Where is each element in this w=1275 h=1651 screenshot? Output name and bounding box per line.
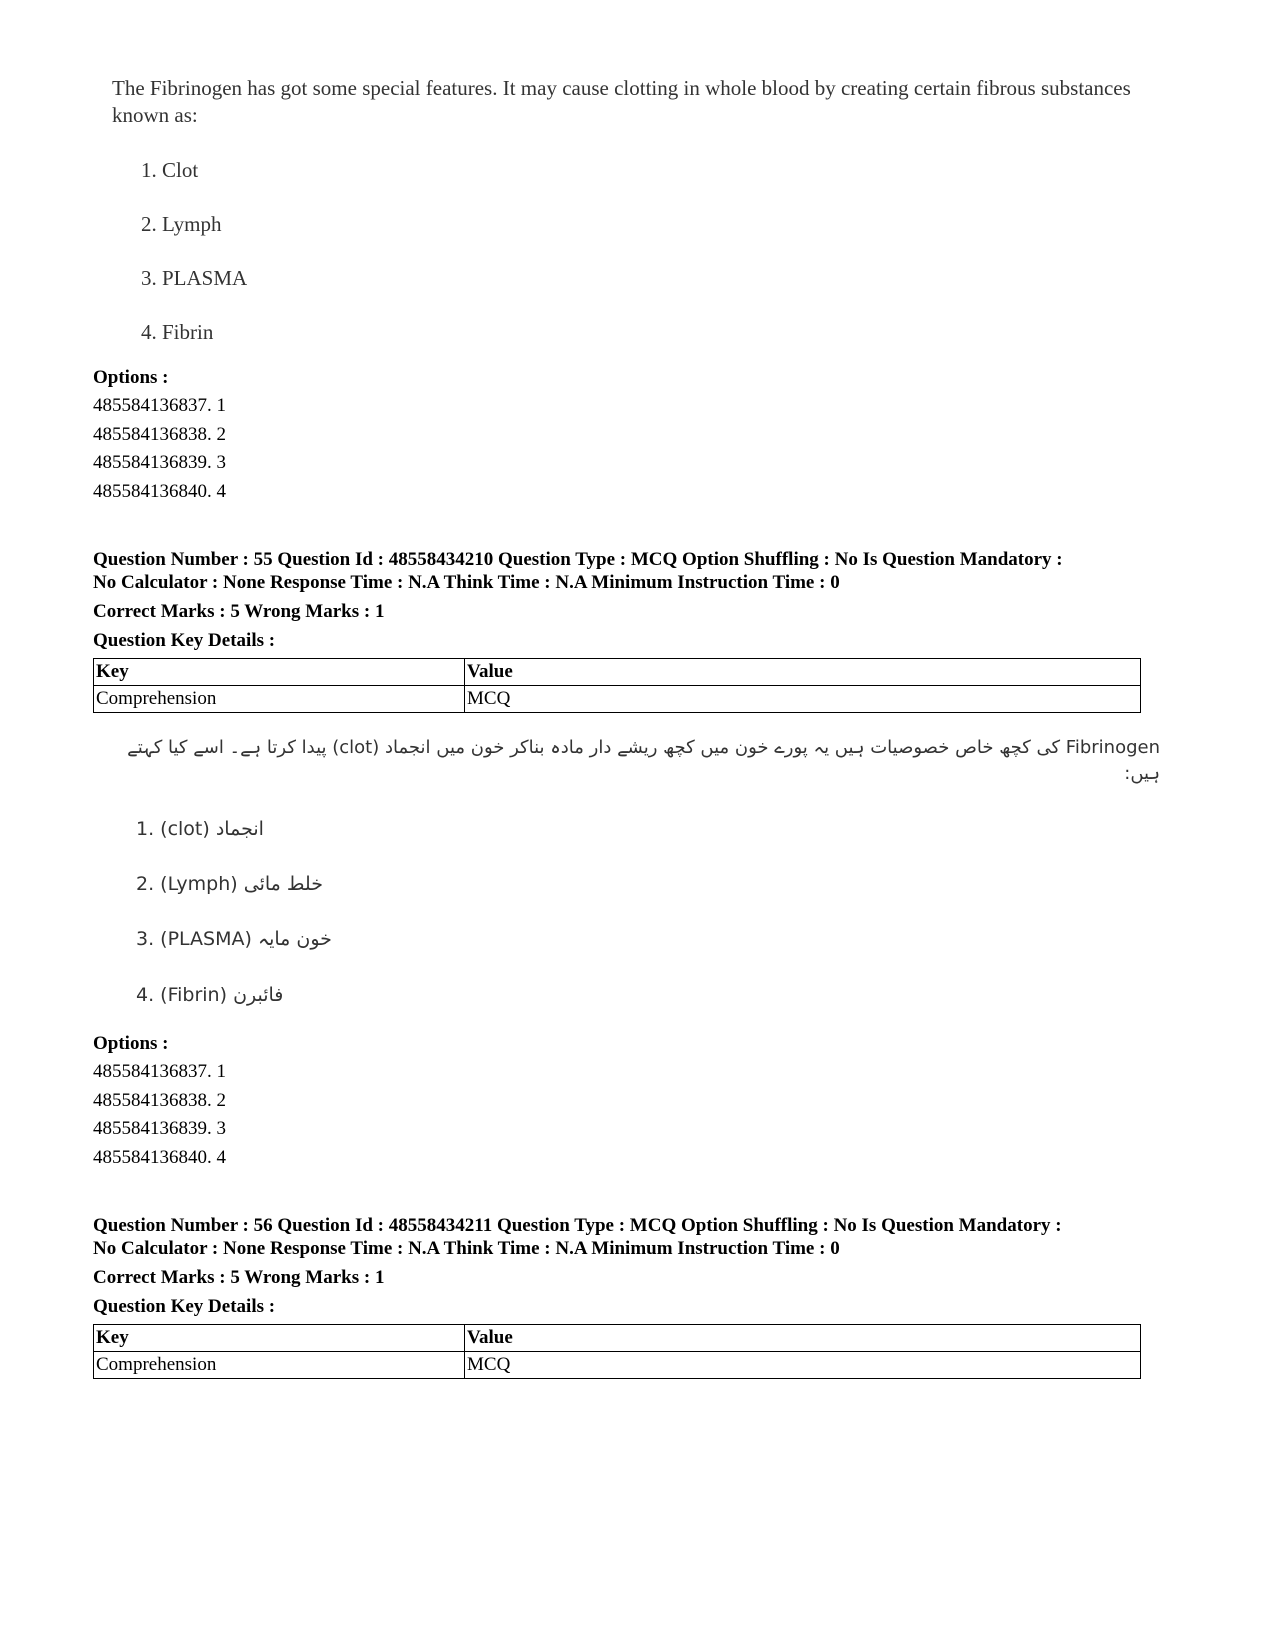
table-cell-value: MCQ: [465, 686, 1141, 713]
question-marks: Correct Marks : 5 Wrong Marks : 1: [93, 601, 385, 622]
table-header-value: Value: [465, 659, 1141, 686]
option-id-4: 485584136840. 4: [93, 1147, 226, 1168]
table-header-row: [94, 659, 1141, 686]
options-label: Options :: [93, 1033, 169, 1054]
question-stem: The Fibrinogen has got some special features. It may cause clotting in whole blood by creating certain fibrous substances known as:: [112, 76, 1131, 127]
question-key-details-label: Question Key Details :: [93, 1296, 276, 1317]
table-header-key: Key: [94, 1325, 465, 1352]
table-row: [94, 1352, 1141, 1379]
options-label: Options :: [93, 367, 169, 388]
question-meta-line2: No Calculator : None Response Time : N.A Think Time : N.A Minimum Instruction Time : 0: [93, 572, 840, 593]
urdu-choice-3-num: 3. (PLASMA): [136, 928, 252, 950]
urdu-choice-2: [136, 873, 323, 895]
question-marks: Correct Marks : 5 Wrong Marks : 1: [93, 1267, 385, 1288]
table-header-row: [94, 1325, 1141, 1352]
urdu-choice-1-text: انجماد: [215, 818, 264, 840]
urdu-question-stem: Fibrinogen کی کچھ خاص خصوصیات ہیں یہ پورے خون میں کچھ ریشے دار مادہ بناکر خون میں انجماد (clot) پیدا کرتا ہے۔ اسے کیا کہتے ہیں:: [127, 737, 1160, 784]
urdu-choice-1-num: 1. (clot): [136, 818, 210, 840]
option-id-2: 485584136838. 2: [93, 1090, 226, 1111]
urdu-choice-2-num: 2. (Lymph): [136, 873, 238, 895]
table-header-value: Value: [465, 1325, 1141, 1352]
table-cell-value: MCQ: [465, 1352, 1141, 1379]
question-key-table: [93, 658, 1141, 713]
urdu-choice-4-num: 4. (Fibrin): [136, 984, 228, 1006]
option-id-1: 485584136837. 1: [93, 1061, 226, 1082]
choice-4: 4. Fibrin: [141, 320, 214, 344]
option-id-3: 485584136839. 3: [93, 452, 226, 473]
question-meta-line1: Question Number : 55 Question Id : 48558434210 Question Type : MCQ Option Shuffling : No Is Question Mandatory :: [93, 549, 1063, 570]
question-meta-line2: No Calculator : None Response Time : N.A Think Time : N.A Minimum Instruction Time : 0: [93, 1238, 840, 1259]
option-id-3: 485584136839. 3: [93, 1118, 226, 1139]
table-header-key: Key: [94, 659, 465, 686]
urdu-choice-4-text: فائبرن: [233, 984, 284, 1006]
choice-2: 2. Lymph: [141, 212, 222, 236]
choice-1: 1. Clot: [141, 158, 199, 182]
question-key-details-label: Question Key Details :: [93, 630, 276, 651]
urdu-choice-4: [136, 984, 283, 1006]
question-meta-line1: Question Number : 56 Question Id : 48558434211 Question Type : MCQ Option Shuffling : No Is Question Mandatory :: [93, 1215, 1062, 1236]
option-id-2: 485584136838. 2: [93, 424, 226, 445]
urdu-choice-3: [136, 928, 332, 950]
option-id-1: 485584136837. 1: [93, 395, 226, 416]
choice-3: 3. PLASMA: [141, 266, 248, 290]
table-cell-key: Comprehension: [94, 1352, 465, 1379]
urdu-choice-1: [136, 818, 264, 840]
table-cell-key: Comprehension: [94, 686, 465, 713]
question-key-table: [93, 1324, 1141, 1379]
option-id-4: 485584136840. 4: [93, 481, 226, 502]
urdu-choice-3-text: خون مایہ: [257, 928, 332, 950]
table-row: [94, 686, 1141, 713]
urdu-choice-2-text: خلط مائی: [243, 873, 323, 895]
